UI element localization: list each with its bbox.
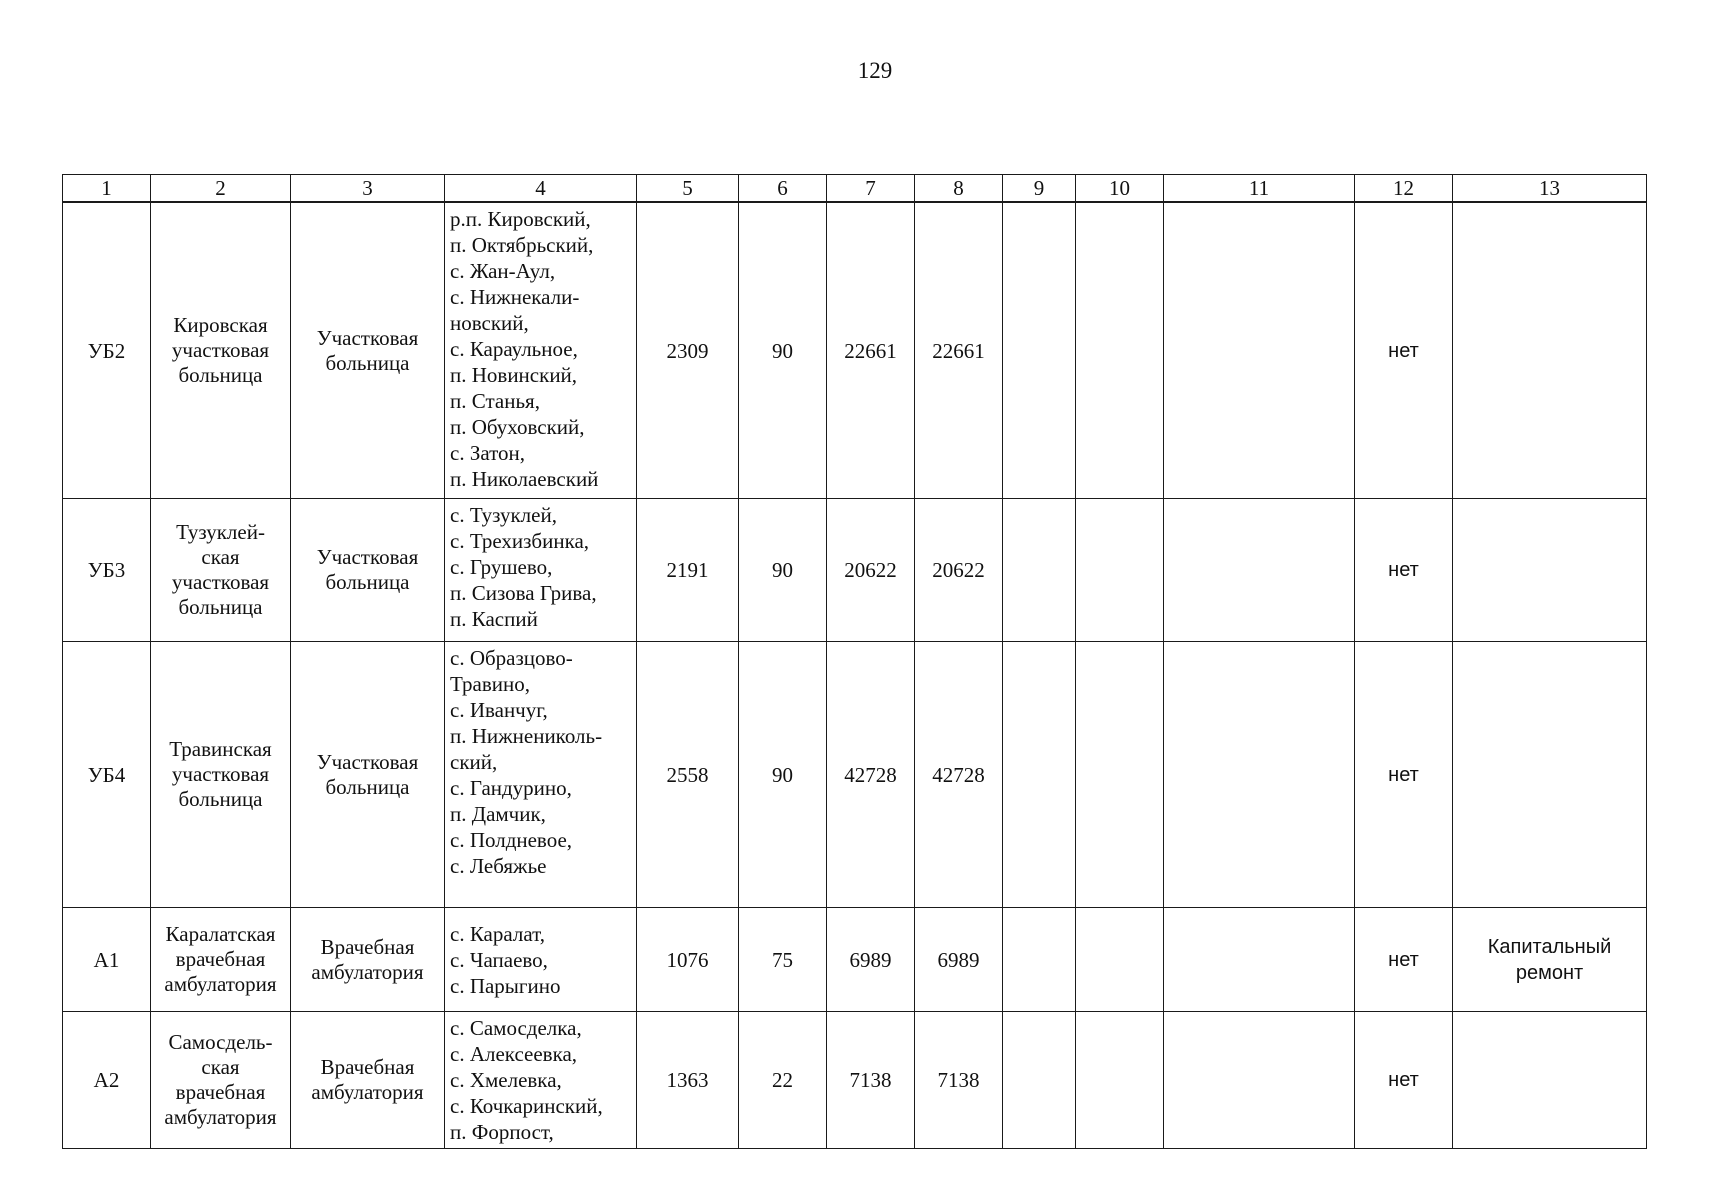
column-8-value: 22661 xyxy=(915,202,1003,499)
settlements-cell xyxy=(445,1012,637,1149)
note-line: ремонт xyxy=(1515,961,1584,984)
column-9-value xyxy=(1003,202,1076,499)
column-9-value xyxy=(1003,1012,1076,1149)
settlement-line: с. Тузуклей, xyxy=(450,503,557,527)
settlement-line: п. Новинский, xyxy=(450,363,578,387)
column-8-value: 7138 xyxy=(915,1012,1003,1149)
column-5-value: 2558 xyxy=(637,642,739,908)
column-header-13: 13 xyxy=(1453,175,1647,203)
column-13-value xyxy=(1453,908,1647,1012)
settlements-cell xyxy=(445,908,637,1012)
facilities-table xyxy=(62,174,1647,1149)
column-9-value xyxy=(1003,499,1076,642)
settlement-line: с. Нижнекали- xyxy=(450,285,580,309)
column-11-value xyxy=(1164,1012,1355,1149)
settlement-line: с. Хмелевка, xyxy=(450,1068,562,1092)
settlement-line: новский, xyxy=(450,311,529,335)
column-12-value: нет xyxy=(1355,908,1453,1012)
settlement-line: с. Трехизбинка, xyxy=(450,529,590,553)
column-7-value: 42728 xyxy=(827,642,915,908)
column-header-10: 10 xyxy=(1076,175,1164,203)
column-header-1: 1 xyxy=(63,175,151,203)
column-header-4: 4 xyxy=(445,175,637,203)
facility-type-line: больница xyxy=(325,570,410,594)
facility-code: УБ4 xyxy=(63,642,151,908)
settlements-cell xyxy=(445,202,637,499)
settlement-line: п. Обуховский, xyxy=(450,415,585,439)
facility-name-line: Самосдель- xyxy=(168,1030,273,1054)
column-6-value: 90 xyxy=(739,202,827,499)
column-6-value: 90 xyxy=(739,499,827,642)
table-header xyxy=(63,175,1647,203)
facility-type-line: больница xyxy=(325,774,410,799)
facility-name xyxy=(151,202,291,499)
column-8-value: 42728 xyxy=(915,642,1003,908)
settlement-line: п. Каспий xyxy=(450,607,538,631)
column-header-6: 6 xyxy=(739,175,827,203)
settlement-line: с. Гандурино, xyxy=(450,776,572,800)
column-13-value xyxy=(1453,1012,1647,1149)
settlement-line: Травино, xyxy=(450,672,530,696)
facility-name-line: участковая xyxy=(171,762,270,786)
table-row xyxy=(63,499,1647,642)
facility-name-line: участковая xyxy=(171,338,270,362)
column-5-value: 2309 xyxy=(637,202,739,499)
column-5-value: 2191 xyxy=(637,499,739,642)
settlement-line: с. Алексеевка, xyxy=(450,1042,578,1066)
settlements-cell xyxy=(445,499,637,642)
facility-name-line: больница xyxy=(178,787,263,811)
facility-type-line: больница xyxy=(325,350,410,375)
column-9-value xyxy=(1003,642,1076,908)
settlement-line: п. Форпост, xyxy=(450,1120,554,1144)
facility-name-line: врачебная xyxy=(175,1080,266,1104)
column-7-value: 6989 xyxy=(827,908,915,1012)
table-row xyxy=(63,202,1647,499)
facility-name-line: ская xyxy=(201,545,240,569)
facility-type xyxy=(291,202,445,499)
facility-type-line: амбулатория xyxy=(311,959,424,984)
facility-type xyxy=(291,499,445,642)
settlement-line: р.п. Кировский, xyxy=(450,207,591,231)
settlement-line: с. Затон, xyxy=(450,441,526,465)
column-11-value xyxy=(1164,202,1355,499)
table-row xyxy=(63,642,1647,908)
facility-name-line: амбулатория xyxy=(164,972,277,996)
column-6-value: 75 xyxy=(739,908,827,1012)
table-row xyxy=(63,1012,1647,1149)
column-5-value: 1076 xyxy=(637,908,739,1012)
settlement-line: п. Октябрьский, xyxy=(450,233,594,257)
facility-name-line: врачебная xyxy=(175,947,266,971)
facility-name-line: больница xyxy=(178,363,263,387)
settlement-line: п. Дамчик, xyxy=(450,802,546,826)
column-7-value: 22661 xyxy=(827,202,915,499)
facility-code: А2 xyxy=(63,1012,151,1149)
settlement-line: п. Станья, xyxy=(450,389,540,413)
settlement-line: п. Нижнениколь- xyxy=(450,724,603,748)
column-6-value: 22 xyxy=(739,1012,827,1149)
column-13-value xyxy=(1453,642,1647,908)
column-header-9: 9 xyxy=(1003,175,1076,203)
column-header-11: 11 xyxy=(1164,175,1355,203)
facility-name xyxy=(151,499,291,642)
facility-name xyxy=(151,908,291,1012)
column-header-3: 3 xyxy=(291,175,445,203)
settlement-line: п. Сизова Грива, xyxy=(450,581,597,605)
facility-type xyxy=(291,642,445,908)
column-10-value xyxy=(1076,1012,1164,1149)
facility-type-line: Врачебная xyxy=(320,1055,415,1079)
facility-name-line: участковая xyxy=(171,570,270,594)
column-7-value: 20622 xyxy=(827,499,915,642)
settlement-line: п. Николаевский xyxy=(450,467,599,491)
settlement-line: с. Чапаево, xyxy=(450,947,548,972)
settlements-cell xyxy=(445,642,637,908)
column-10-value xyxy=(1076,499,1164,642)
note-line: Капитальный xyxy=(1487,935,1612,958)
facility-name-line: Травинская xyxy=(169,737,272,761)
column-7-value: 7138 xyxy=(827,1012,915,1149)
table-row xyxy=(63,908,1647,1012)
column-9-value xyxy=(1003,908,1076,1012)
column-11-value xyxy=(1164,499,1355,642)
facility-name-line: Тузуклей- xyxy=(176,520,265,544)
column-13-value xyxy=(1453,202,1647,499)
facility-type-line: амбулатория xyxy=(311,1080,424,1104)
facility-code: А1 xyxy=(63,908,151,1012)
facility-type-line: Врачебная xyxy=(320,934,415,959)
settlement-line: с. Образцово- xyxy=(450,646,573,670)
settlement-line: с. Караульное, xyxy=(450,337,578,361)
column-header-2: 2 xyxy=(151,175,291,203)
facility-type xyxy=(291,908,445,1012)
settlement-line: с. Парыгино xyxy=(450,973,561,998)
column-13-value xyxy=(1453,499,1647,642)
settlement-line: с. Каралат, xyxy=(450,921,545,946)
column-11-value xyxy=(1164,642,1355,908)
facility-type-line: Участковая xyxy=(316,545,419,569)
settlement-line: с. Иванчуг, xyxy=(450,698,548,722)
facility-name-line: Каралатская xyxy=(165,922,276,946)
page-number: 129 xyxy=(857,58,893,83)
column-5-value: 1363 xyxy=(637,1012,739,1149)
column-12-value: нет xyxy=(1355,202,1453,499)
facility-type-line: Участковая xyxy=(316,749,419,774)
header-row xyxy=(63,175,1647,203)
column-header-7: 7 xyxy=(827,175,915,203)
facility-name-line: Кировская xyxy=(173,313,268,337)
column-10-value xyxy=(1076,642,1164,908)
column-11-value xyxy=(1164,908,1355,1012)
facility-name xyxy=(151,642,291,908)
settlement-line: с. Самосделка, xyxy=(450,1016,582,1040)
column-12-value: нет xyxy=(1355,499,1453,642)
facility-type xyxy=(291,1012,445,1149)
column-6-value: 90 xyxy=(739,642,827,908)
settlement-line: с. Жан-Аул, xyxy=(450,259,556,283)
facility-code: УБ3 xyxy=(63,499,151,642)
column-12-value: нет xyxy=(1355,1012,1453,1149)
settlement-line: с. Лебяжье xyxy=(450,854,547,878)
column-header-8: 8 xyxy=(915,175,1003,203)
table-body xyxy=(63,202,1647,1149)
facility-code: УБ2 xyxy=(63,202,151,499)
facility-type-line: Участковая xyxy=(316,325,419,350)
settlement-line: ский, xyxy=(450,750,498,774)
facility-name xyxy=(151,1012,291,1149)
column-10-value xyxy=(1076,908,1164,1012)
facility-name-line: больница xyxy=(178,595,263,619)
column-8-value: 20622 xyxy=(915,499,1003,642)
column-10-value xyxy=(1076,202,1164,499)
facility-name-line: ская xyxy=(201,1055,240,1079)
settlement-line: с. Кочкаринский, xyxy=(450,1094,603,1118)
facility-name-line: амбулатория xyxy=(164,1105,277,1129)
column-8-value: 6989 xyxy=(915,908,1003,1012)
settlement-line: с. Грушево, xyxy=(450,555,553,579)
column-header-12: 12 xyxy=(1355,175,1453,203)
column-12-value: нет xyxy=(1355,642,1453,908)
settlement-line: с. Полдневое, xyxy=(450,828,573,852)
column-header-5: 5 xyxy=(637,175,739,203)
